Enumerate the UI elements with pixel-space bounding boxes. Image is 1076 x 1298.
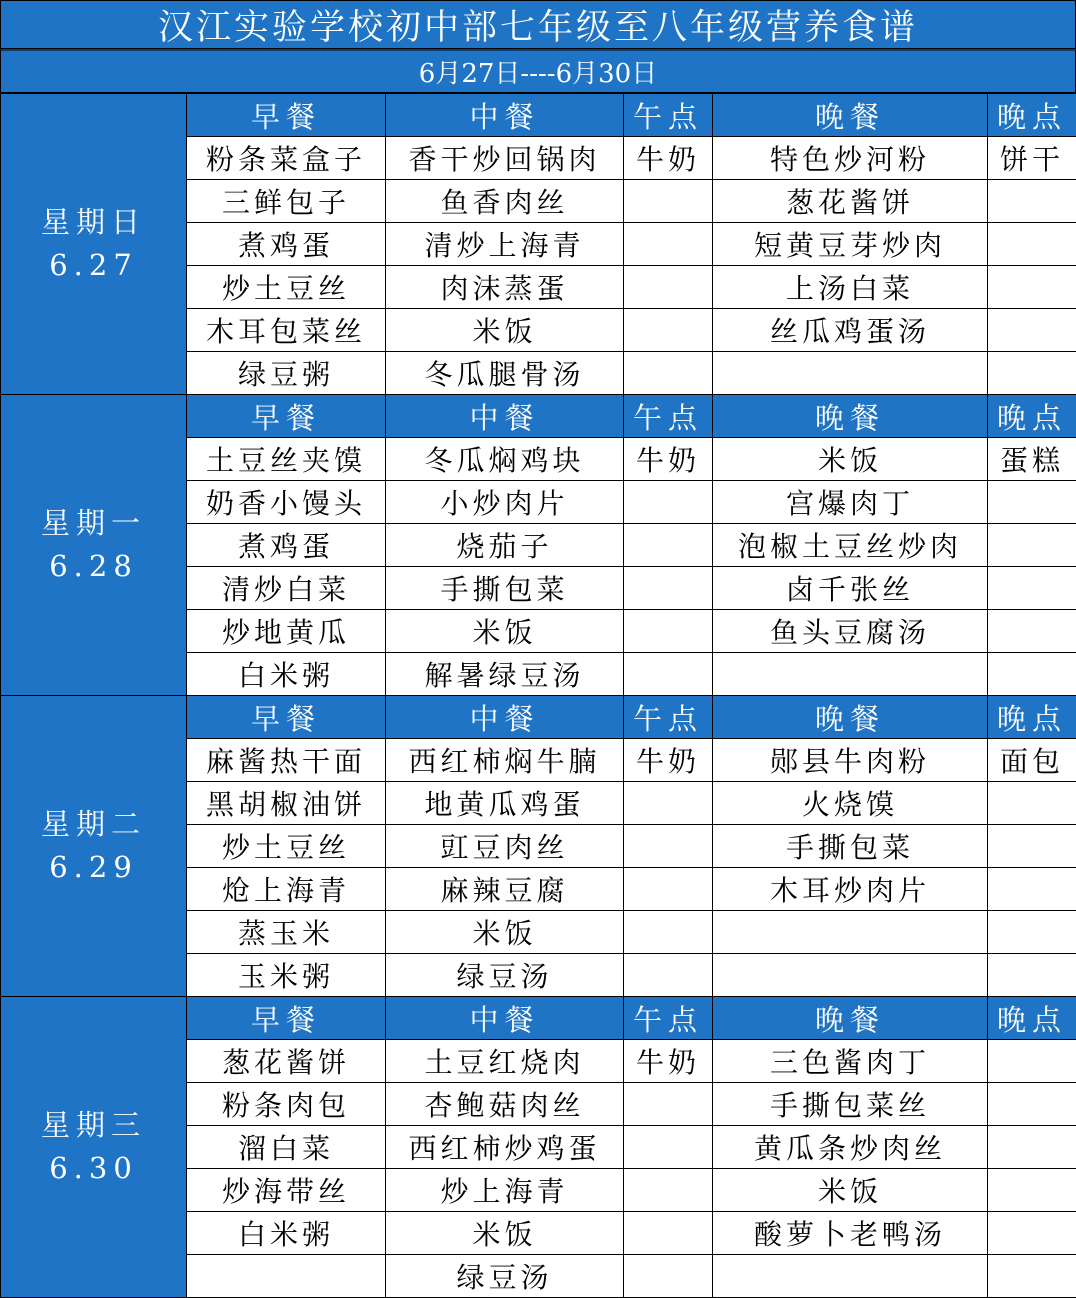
dish-cell-noon-snack [624, 868, 713, 911]
dish-cell-night-snack [988, 481, 1076, 524]
dish-cell-night-snack [988, 309, 1076, 352]
dish-cell-noon-snack [624, 524, 713, 567]
dish-cell-breakfast: 三鲜包子 [187, 180, 386, 223]
dish-cell-dinner: 鱼头豆腐汤 [713, 610, 988, 653]
dish-cell-lunch: 手撕包菜 [386, 567, 624, 610]
dish-cell-dinner: 火烧馍 [713, 782, 988, 825]
dish-cell-noon-snack: 牛奶 [624, 739, 713, 782]
dish-cell-breakfast: 清炒白菜 [187, 567, 386, 610]
dish-cell-night-snack [988, 911, 1076, 954]
dish-cell-lunch: 小炒肉片 [386, 481, 624, 524]
column-header-dinner: 晚餐 [713, 395, 988, 438]
column-header-night-snack: 晚点 [988, 696, 1076, 739]
dish-cell-noon-snack: 牛奶 [624, 1040, 713, 1083]
dish-cell-noon-snack: 牛奶 [624, 137, 713, 180]
dish-cell-dinner: 米饭 [713, 438, 988, 481]
column-header-breakfast: 早餐 [187, 696, 386, 739]
dish-cell-breakfast: 麻酱热干面 [187, 739, 386, 782]
meal-header-row [1, 696, 1076, 739]
day-label-cell [1, 696, 187, 997]
dish-cell-night-snack [988, 1169, 1076, 1212]
dish-cell-breakfast [187, 1255, 386, 1298]
column-header-noon-snack: 午点 [624, 696, 713, 739]
dish-cell-noon-snack [624, 1126, 713, 1169]
dish-cell-lunch: 米饭 [386, 911, 624, 954]
dish-cell-lunch: 麻辣豆腐 [386, 868, 624, 911]
dish-cell-lunch: 清炒上海青 [386, 223, 624, 266]
dish-cell-night-snack [988, 1255, 1076, 1298]
dish-cell-noon-snack [624, 653, 713, 696]
dish-cell-dinner: 宫爆肉丁 [713, 481, 988, 524]
dish-cell-night-snack [988, 180, 1076, 223]
dish-cell-noon-snack [624, 1169, 713, 1212]
column-header-lunch: 中餐 [386, 696, 624, 739]
column-header-noon-snack: 午点 [624, 997, 713, 1040]
dish-cell-breakfast: 炒土豆丝 [187, 266, 386, 309]
dish-cell-breakfast: 溜白菜 [187, 1126, 386, 1169]
dish-cell-dinner: 手撕包菜丝 [713, 1083, 988, 1126]
weekday-label: 星期日 [1, 201, 186, 244]
dish-cell-night-snack [988, 266, 1076, 309]
dish-cell-night-snack [988, 782, 1076, 825]
dish-cell-breakfast: 粉条菜盒子 [187, 137, 386, 180]
dish-cell-dinner: 酸萝卜老鸭汤 [713, 1212, 988, 1255]
dish-cell-noon-snack [624, 180, 713, 223]
dish-cell-night-snack [988, 653, 1076, 696]
column-header-dinner: 晚餐 [713, 696, 988, 739]
date-label: 6.29 [1, 846, 186, 889]
dish-cell-night-snack [988, 868, 1076, 911]
column-header-breakfast: 早餐 [187, 997, 386, 1040]
dish-cell-lunch: 解暑绿豆汤 [386, 653, 624, 696]
dish-cell-noon-snack [624, 954, 713, 997]
dish-cell-noon-snack [624, 223, 713, 266]
dish-cell-dinner: 葱花酱饼 [713, 180, 988, 223]
dish-cell-dinner [713, 653, 988, 696]
dish-cell-dinner: 黄瓜条炒肉丝 [713, 1126, 988, 1169]
dish-cell-dinner [713, 911, 988, 954]
column-header-lunch: 中餐 [386, 395, 624, 438]
dish-cell-noon-snack [624, 266, 713, 309]
dish-cell-breakfast: 炒海带丝 [187, 1169, 386, 1212]
dish-cell-noon-snack [624, 1212, 713, 1255]
dish-cell-noon-snack [624, 1255, 713, 1298]
dish-cell-noon-snack [624, 610, 713, 653]
dish-cell-night-snack [988, 223, 1076, 266]
dish-cell-dinner [713, 352, 988, 395]
dish-cell-breakfast: 玉米粥 [187, 954, 386, 997]
dish-cell-breakfast: 煮鸡蛋 [187, 223, 386, 266]
dish-cell-noon-snack [624, 825, 713, 868]
weekday-label: 星期三 [1, 1104, 186, 1147]
dish-cell-night-snack [988, 954, 1076, 997]
meal-header-row [1, 997, 1076, 1040]
dish-cell-dinner [713, 1255, 988, 1298]
dish-cell-lunch: 鱼香肉丝 [386, 180, 624, 223]
dish-cell-noon-snack [624, 567, 713, 610]
dish-cell-lunch: 香干炒回锅肉 [386, 137, 624, 180]
dish-cell-dinner: 卤千张丝 [713, 567, 988, 610]
menu-body [1, 94, 1076, 1298]
column-header-night-snack: 晚点 [988, 395, 1076, 438]
dish-cell-dinner [713, 954, 988, 997]
dish-cell-lunch: 土豆红烧肉 [386, 1040, 624, 1083]
dish-cell-night-snack [988, 524, 1076, 567]
dish-cell-breakfast: 木耳包菜丝 [187, 309, 386, 352]
day-label-cell [1, 997, 187, 1298]
dish-cell-dinner: 三色酱肉丁 [713, 1040, 988, 1083]
dish-cell-lunch: 西红柿焖牛腩 [386, 739, 624, 782]
dish-cell-night-snack [988, 610, 1076, 653]
dish-cell-breakfast: 奶香小馒头 [187, 481, 386, 524]
column-header-night-snack: 晚点 [988, 94, 1076, 137]
dish-cell-night-snack: 面包 [988, 739, 1076, 782]
meal-header-row [1, 94, 1076, 137]
column-header-lunch: 中餐 [386, 94, 624, 137]
dish-cell-lunch: 冬瓜腿骨汤 [386, 352, 624, 395]
column-header-dinner: 晚餐 [713, 997, 988, 1040]
dish-cell-breakfast: 白米粥 [187, 653, 386, 696]
dish-cell-noon-snack [624, 481, 713, 524]
dish-cell-night-snack [988, 352, 1076, 395]
column-header-breakfast: 早餐 [187, 395, 386, 438]
dish-cell-dinner: 上汤白菜 [713, 266, 988, 309]
dish-cell-night-snack [988, 1126, 1076, 1169]
dish-cell-lunch: 杏鲍菇肉丝 [386, 1083, 624, 1126]
dish-cell-noon-snack [624, 782, 713, 825]
meal-header-row [1, 395, 1076, 438]
dish-cell-night-snack: 饼干 [988, 137, 1076, 180]
column-header-lunch: 中餐 [386, 997, 624, 1040]
date-label: 6.27 [1, 244, 186, 287]
dish-cell-lunch: 绿豆汤 [386, 1255, 624, 1298]
dish-cell-breakfast: 葱花酱饼 [187, 1040, 386, 1083]
column-header-noon-snack: 午点 [624, 395, 713, 438]
dish-cell-night-snack [988, 1212, 1076, 1255]
column-header-breakfast: 早餐 [187, 94, 386, 137]
dish-cell-noon-snack [624, 309, 713, 352]
dish-cell-breakfast: 炒土豆丝 [187, 825, 386, 868]
column-header-night-snack: 晚点 [988, 997, 1076, 1040]
dish-cell-lunch: 米饭 [386, 309, 624, 352]
date-range: 6月27日----6月30日 [0, 49, 1076, 93]
dish-cell-lunch: 豇豆肉丝 [386, 825, 624, 868]
dish-cell-noon-snack [624, 1083, 713, 1126]
dish-cell-breakfast: 白米粥 [187, 1212, 386, 1255]
dish-cell-dinner: 短黄豆芽炒肉 [713, 223, 988, 266]
menu-table [0, 93, 1076, 1298]
dish-cell-dinner: 米饭 [713, 1169, 988, 1212]
dish-cell-lunch: 炒上海青 [386, 1169, 624, 1212]
date-label: 6.28 [1, 545, 186, 588]
dish-cell-lunch: 米饭 [386, 610, 624, 653]
dish-cell-dinner: 丝瓜鸡蛋汤 [713, 309, 988, 352]
weekday-label: 星期一 [1, 502, 186, 545]
column-header-noon-snack: 午点 [624, 94, 713, 137]
dish-cell-noon-snack: 牛奶 [624, 438, 713, 481]
dish-cell-dinner: 手撕包菜 [713, 825, 988, 868]
dish-cell-dinner: 泡椒土豆丝炒肉 [713, 524, 988, 567]
day-label-cell [1, 94, 187, 395]
dish-cell-noon-snack [624, 911, 713, 954]
dish-cell-lunch: 地黄瓜鸡蛋 [386, 782, 624, 825]
dish-cell-lunch: 冬瓜焖鸡块 [386, 438, 624, 481]
date-label: 6.30 [1, 1147, 186, 1190]
dish-cell-lunch: 西红柿炒鸡蛋 [386, 1126, 624, 1169]
dish-cell-night-snack: 蛋糕 [988, 438, 1076, 481]
dish-cell-night-snack [988, 1040, 1076, 1083]
dish-cell-breakfast: 粉条肉包 [187, 1083, 386, 1126]
dish-cell-noon-snack [624, 352, 713, 395]
dish-cell-night-snack [988, 825, 1076, 868]
page-title: 汉江实验学校初中部七年级至八年级营养食谱 [0, 0, 1076, 49]
weekday-label: 星期二 [1, 803, 186, 846]
dish-cell-breakfast: 炒地黄瓜 [187, 610, 386, 653]
day-label-cell [1, 395, 187, 696]
dish-cell-breakfast: 黑胡椒油饼 [187, 782, 386, 825]
dish-cell-lunch: 绿豆汤 [386, 954, 624, 997]
dish-cell-breakfast: 蒸玉米 [187, 911, 386, 954]
dish-cell-lunch: 肉沫蒸蛋 [386, 266, 624, 309]
dish-cell-dinner: 郧县牛肉粉 [713, 739, 988, 782]
dish-cell-dinner: 特色炒河粉 [713, 137, 988, 180]
dish-cell-lunch: 米饭 [386, 1212, 624, 1255]
dish-cell-night-snack [988, 1083, 1076, 1126]
dish-cell-breakfast: 绿豆粥 [187, 352, 386, 395]
dish-cell-night-snack [988, 567, 1076, 610]
dish-cell-breakfast: 土豆丝夹馍 [187, 438, 386, 481]
column-header-dinner: 晚餐 [713, 94, 988, 137]
dish-cell-breakfast: 炝上海青 [187, 868, 386, 911]
dish-cell-breakfast: 煮鸡蛋 [187, 524, 386, 567]
dish-cell-lunch: 烧茄子 [386, 524, 624, 567]
dish-cell-dinner: 木耳炒肉片 [713, 868, 988, 911]
